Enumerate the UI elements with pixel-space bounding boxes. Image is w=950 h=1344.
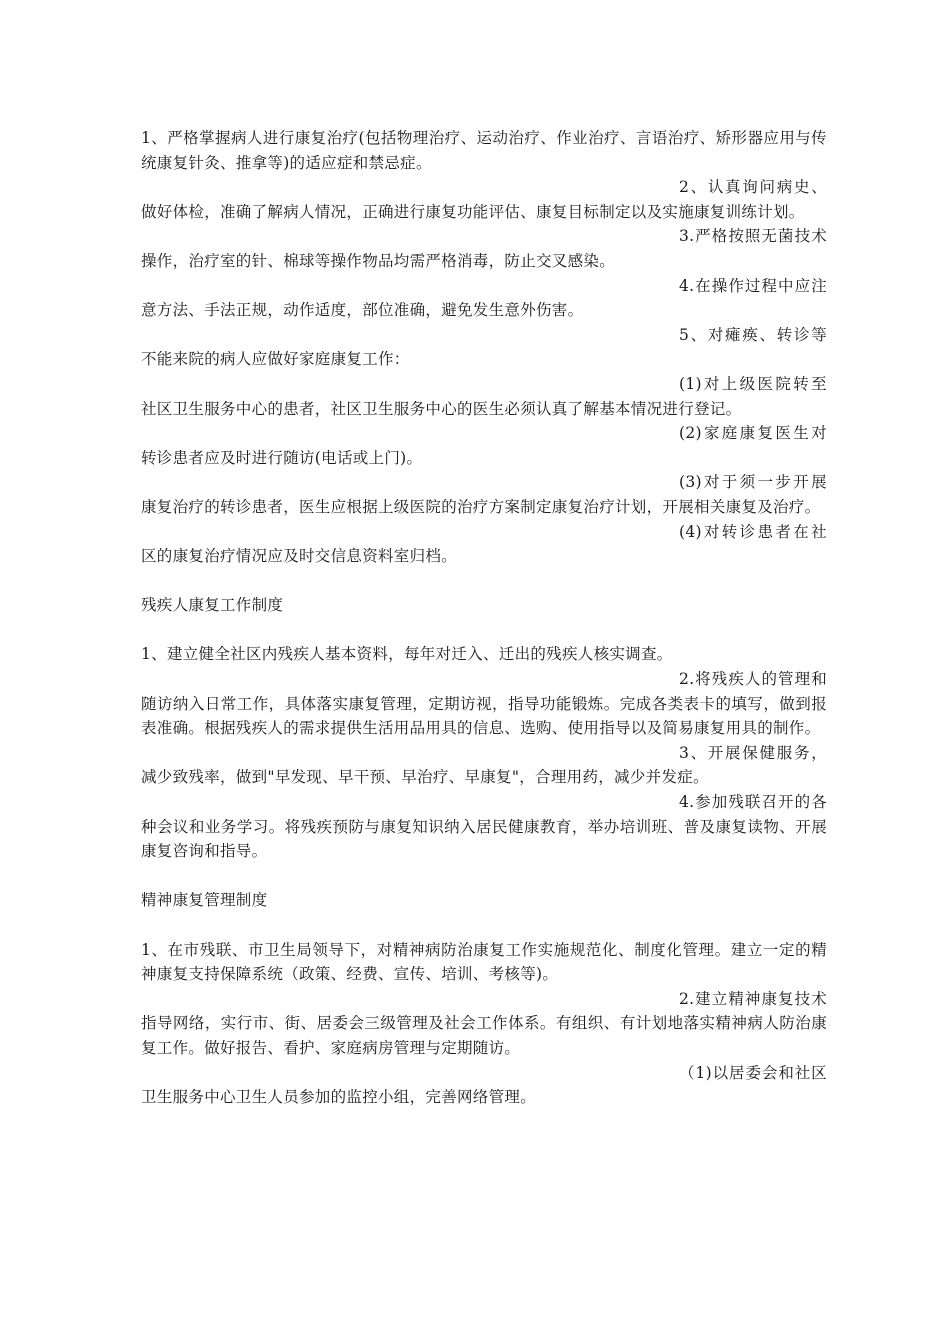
rehab-item-1: 1、严格掌握病人进行康复治疗(包括物理治疗、运动治疗、作业治疗、言语治疗、矫形器应用与传统康复针灸、推拿等)的适应症和禁忌症。	[141, 129, 827, 172]
disabled-item-1: 1、建立健全社区内残疾人基本资料，每年对迁入、迁出的残疾人核实调查。	[141, 645, 673, 664]
rehab-item-4: 4.在操作过程中应注意方法、手法正规，动作适度，部位准确，避免发生意外伤害。	[141, 276, 827, 320]
section-spacer	[141, 569, 827, 594]
section-spacer	[141, 618, 827, 643]
mental-item-2: 2.建立精神康复技术指导网络，实行市、街、居委会三级管理及社会工作体系。有组织、有计划地落实精神病人防治康复工作。做好报告、看护、家庭病房管理与定期随访。	[141, 989, 827, 1057]
rehab-item-3: 3.严格按照无菌技术操作，治疗室的针、棉球等操作物品均需严格消毒，防止交叉感染。	[141, 227, 827, 270]
rehab-subitem-1: (1)对上级医院转至社区卫生服务中心的患者，社区卫生服务中心的医生必须认真了解基本情况进行登记。	[141, 374, 827, 418]
document-body	[141, 126, 827, 1110]
rehab-subitem-3: (3)对于须一步开展康复治疗的转诊患者，医生应根据上级医院的治疗方案制定康复治疗计划，开展相关康复及治疗。	[141, 473, 827, 516]
rehab-subitem-2: (2)家庭康复医生对转诊患者应及时进行随访(电话或上门)。	[141, 424, 827, 467]
disabled-item-2: 2.将残疾人的管理和随访纳入日常工作，具体落实康复管理，定期访视，指导功能锻炼。完成各类表卡的填写，做到报表准确。根据残疾人的需求提供生活用品用具的信息、选购、使用指导以及简易康复用具的制作。	[141, 670, 827, 738]
disabled-item-3: 3、开展保健服务，减少致残率，做到"早发现、早干预、早治疗、早康复"，合理用药，减少并发症。	[141, 743, 827, 787]
section-heading-mental: 精神康复管理制度	[141, 891, 268, 910]
section-spacer	[141, 913, 827, 938]
rehab-subitem-4: (4)对转诊患者在社区的康复治疗情况应及时交信息资料室归档。	[141, 522, 827, 566]
rehab-item-2: 2、认真询问病史、做好体检，准确了解病人情况，正确进行康复功能评估、康复目标制定以及实施康复训练计划。	[141, 178, 827, 221]
rehab-item-5: 5、对瘫痪、转诊等不能来院的病人应做好家庭康复工作：	[141, 325, 827, 369]
mental-item-1: 1、在市残联、市卫生局领导下，对精神病防治康复工作实施规范化、制度化管理。建立一定的精神康复支持保障系统（政策、经费、宣传、培训、考核等)。	[141, 940, 827, 984]
mental-subitem-1: （1)以居委会和社区卫生服务中心卫生人员参加的监控小组，完善网络管理。	[141, 1063, 827, 1107]
section-spacer	[141, 864, 827, 889]
disabled-item-4: 4.参加残联召开的各种会议和业务学习。将残疾预防与康复知识纳入居民健康教育，举办培训班、普及康复读物、开展康复咨询和指导。	[141, 793, 827, 861]
section-heading-disabled: 残疾人康复工作制度	[141, 596, 284, 615]
